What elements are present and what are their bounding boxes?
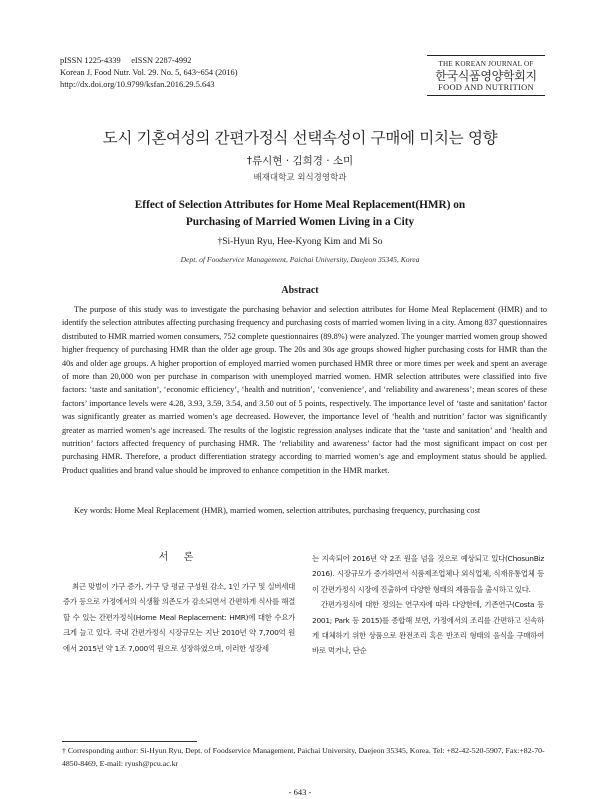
authors-korean: †류시현 · 김희경 · 소미: [246, 155, 354, 167]
authors-english: †Si-Hyun Ryu, Hee-Kyong Kim and Mi So: [217, 237, 383, 247]
title-en-line-2: Purchasing of Married Women Living in a City: [185, 216, 415, 228]
footnote-divider: [62, 741, 197, 742]
abstract-body: The purpose of this study was to investigate the purchasing behavior and selection attributes for Home Meal Replacement (HMR) and to identify the selection attributes affecting purchasing frequency and purchasing costs of married women living in a city. Among 837 questionnaires distributed to HMR married women consumers, 752 complete questionnaires (89.8%) were analyzed. The younger married women group showed higher frequency of purchasing HMR than the older age group. The 20s and 30s age groups showed higher purchasing costs for HMR than the 40s and older age groups. A higher proportion of employed married women purchased HMR three or more times per week and spent an average of more than 20,000 won per purchase in comparison with unemployed married women. HMR selection attributes were classified into five factors: ‘taste and sanitation’, ‘economic efficiency’, ‘health and nutrition’, ‘convenience’, and ‘reliability and awareness’; mean scores of these factors’ importance levels were 4.28, 3.93, 3.59, 3.54, and 3.50 out of 5 points, respectively. The importance level of ‘taste and sanitation’ factor was significantly greater as married women’s age decreased. However, the importance level of ‘health and nutrition’ factor was significantly greater as married women’s age increased. The results of the logistic regression analyses indicate that the ‘taste and sanitation’ and ‘health and nutrition’ factors affected frequency of purchasing HMR. The ‘reliability and awareness’ factor had the most significant impact on cost per purchasing HMR. Therefore, a product differentiation strategy according to married women’s age and employment status should be applied. Product qualities and brand value should be improved to enhance competition in the HMR market.: [62, 305, 548, 475]
journal-name-en-bottom: FOOD AND NUTRITION: [438, 83, 534, 92]
intro-paragraph-2: 간편가정식에 대한 정의는 연구자에 따라 다양한데, 기존연구(Costa 등 2001; Park 등 2015)를 종합해 보면, 가정에서의 조리를 간편하고 신속하게 대체하기 위한 상품으로 완전조리 혹은 반조리 형태의 음식을 구매하여 바로 먹거나, 단순: [312, 600, 544, 656]
intro-paragraph-1-cont: 는 지속되어 2016년 약 2조 원을 넘을 것으로 예상되고 있다(ChosunBiz 2016). 시장규모가 증가하면서 식품제조업체나 외식업체, 식재유통업체 등이 간편가정식 시장에 진출하여 다양한 형태의 제품들을 출시하고 있다.: [312, 554, 544, 594]
body-column-left: [63, 551, 295, 656]
journal-logo-block: [427, 55, 545, 96]
page-number: - 643 -: [288, 787, 312, 797]
issn-line: pISSN 1225-4339 eISSN 2287-4992: [60, 56, 192, 65]
abstract-heading: Abstract: [281, 285, 319, 296]
body-column-right: [312, 551, 544, 659]
bottom-rule: [427, 95, 545, 96]
journal-name-ko: 한국식품영양학회지: [435, 69, 537, 83]
corresponding-author-footnote: † Corresponding author: Si-Hyun Ryu, Dept. of Foodservice Management, Paichai University, Daejeon 35345, Korea. Tel: +82-42-520-5907, Fax:+82-70-4850-8469, E-mail: ryush@pcu.ac.kr: [62, 746, 545, 768]
title-en-line-1: Effect of Selection Attributes for Home Meal Replacement(HMR) on: [134, 199, 466, 211]
intro-paragraph-1: 최근 맞벌이 가구 증가, 가구 당 평균 구성원 감소, 1인 가구 및 실버세대 증가 등으로 가정에서의 식생활 의존도가 감소되면서 간편하게 식사를 해결할 수 있는 간편가정식(Home Meal Replacement: HMR)에 대한 수요가 크게 늘고 있다. 국내 간편가정식 시장규모는 지난 2010년 약 7,700억 원에서 2015년 약 1조 7,000억 원으로 성장하였으며, 이러한 성장세: [63, 582, 295, 653]
citation-line: Korean J. Food Nutr. Vol. 29. No. 5, 643~654 (2016): [60, 68, 238, 77]
paper-title-english: [0, 197, 600, 231]
section-heading-introduction: 서 론: [158, 552, 200, 563]
paper-title-korean: 도시 기혼여성의 간편가정식 선택속성이 구매에 미치는 영향: [102, 129, 498, 147]
keywords: Key words: Home Meal Replacement (HMR), married women, selection attributes, purchasing frequency, purchasing cost: [74, 506, 481, 515]
journal-header-info: [60, 55, 238, 91]
journal-name-en-top: THE KOREAN JOURNAL OF: [438, 60, 534, 68]
doi-link[interactable]: http://dx.doi.org/10.9799/ksfan.2016.29.5.643: [60, 80, 215, 89]
affiliation-korean: 배재대학교 외식경영학과: [253, 173, 347, 183]
top-rule: [427, 55, 545, 56]
affiliation-english: Dept. of Foodservice Management, Paichai University, Daejeon 35345, Korea: [180, 255, 420, 264]
